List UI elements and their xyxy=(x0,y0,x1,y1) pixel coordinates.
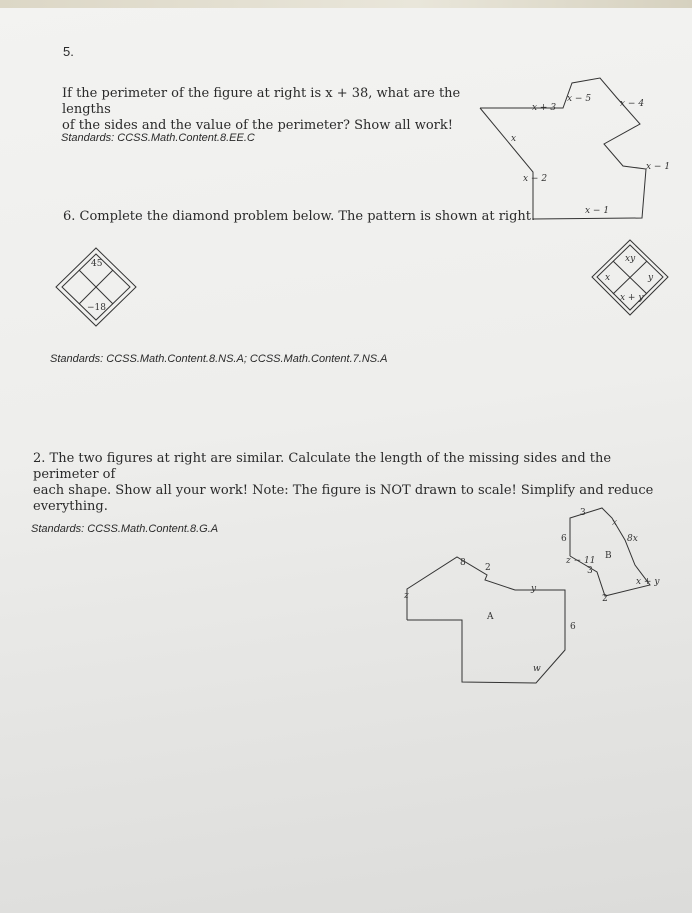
figure-a-label-y: y xyxy=(531,584,537,594)
question-2-line-2: each shape. Show all your work! Note: The figure is NOT drawn to scale! Simplify and reduce xyxy=(33,483,654,498)
figure-b-label-6: 6 xyxy=(561,534,567,544)
figure-b-label-3: 3 xyxy=(580,508,586,518)
figure-b-label-z-minus-11: z − 11 xyxy=(566,556,596,566)
diamond-top-value: 45 xyxy=(91,259,103,269)
figure-a-outline xyxy=(407,557,565,683)
figure-b-label-x: x xyxy=(612,518,618,528)
figure-a-label-2: 2 xyxy=(485,563,491,573)
question-5-standards: Standards: CCSS.Math.Content.8.EE.C xyxy=(61,132,255,144)
question-2-standards: Standards: CCSS.Math.Content.8.G.A xyxy=(31,523,219,535)
question-5-line-1: If the perimeter of the figure at right is x + 38, what are the lengths xyxy=(62,86,461,117)
figure-a-name: A xyxy=(487,612,494,622)
question-2-line-3: everything. xyxy=(33,499,108,514)
figure-b-label-3b: 3 xyxy=(587,566,593,576)
figure-a-label-8: 8 xyxy=(460,558,466,568)
figure-a xyxy=(403,557,576,683)
figure-b xyxy=(561,508,660,604)
label-x-plus-3: x + 3 xyxy=(532,103,557,113)
label-x-minus-5: x − 5 xyxy=(567,94,592,104)
diamond-bottom-value: −18 xyxy=(87,303,106,313)
pattern-top-label: xy xyxy=(625,254,636,264)
label-x-minus-4: x − 4 xyxy=(620,99,645,109)
pattern-right-label: y xyxy=(648,273,654,283)
label-x-minus-1-right: x − 1 xyxy=(646,162,671,172)
question-5-number: 5. xyxy=(63,44,74,59)
question-6-standards: Standards: CCSS.Math.Content.8.NS.A; CCSS.Math.Content.7.NS.A xyxy=(50,353,388,365)
figure-b-name: B xyxy=(605,551,612,561)
figure-a-label-6: 6 xyxy=(570,622,576,632)
figure-b-label-x-plus-y: x + y xyxy=(636,577,660,587)
figure-a-label-w: w xyxy=(533,664,541,674)
question-6-heading: 6. Complete the diamond problem below. The pattern is shown at right. xyxy=(63,209,536,224)
label-x-minus-1-bottom: x − 1 xyxy=(585,206,610,216)
figure-b-label-2: 2 xyxy=(602,594,608,604)
pattern-left-label: x xyxy=(605,273,611,283)
label-x: x xyxy=(511,134,517,144)
figure-b-label-8x: 8x xyxy=(627,534,638,544)
label-x-minus-2: x − 2 xyxy=(523,174,548,184)
question-2-line-1: 2. The two figures at right are similar. Calculate the length of the missing sides and the perimeter of xyxy=(33,451,612,482)
figure-a-label-z: z xyxy=(404,591,409,601)
question-5-line-2: of the sides and the value of the perimeter? Show all work! xyxy=(62,118,453,133)
pattern-bottom-label: x + y xyxy=(620,293,644,303)
